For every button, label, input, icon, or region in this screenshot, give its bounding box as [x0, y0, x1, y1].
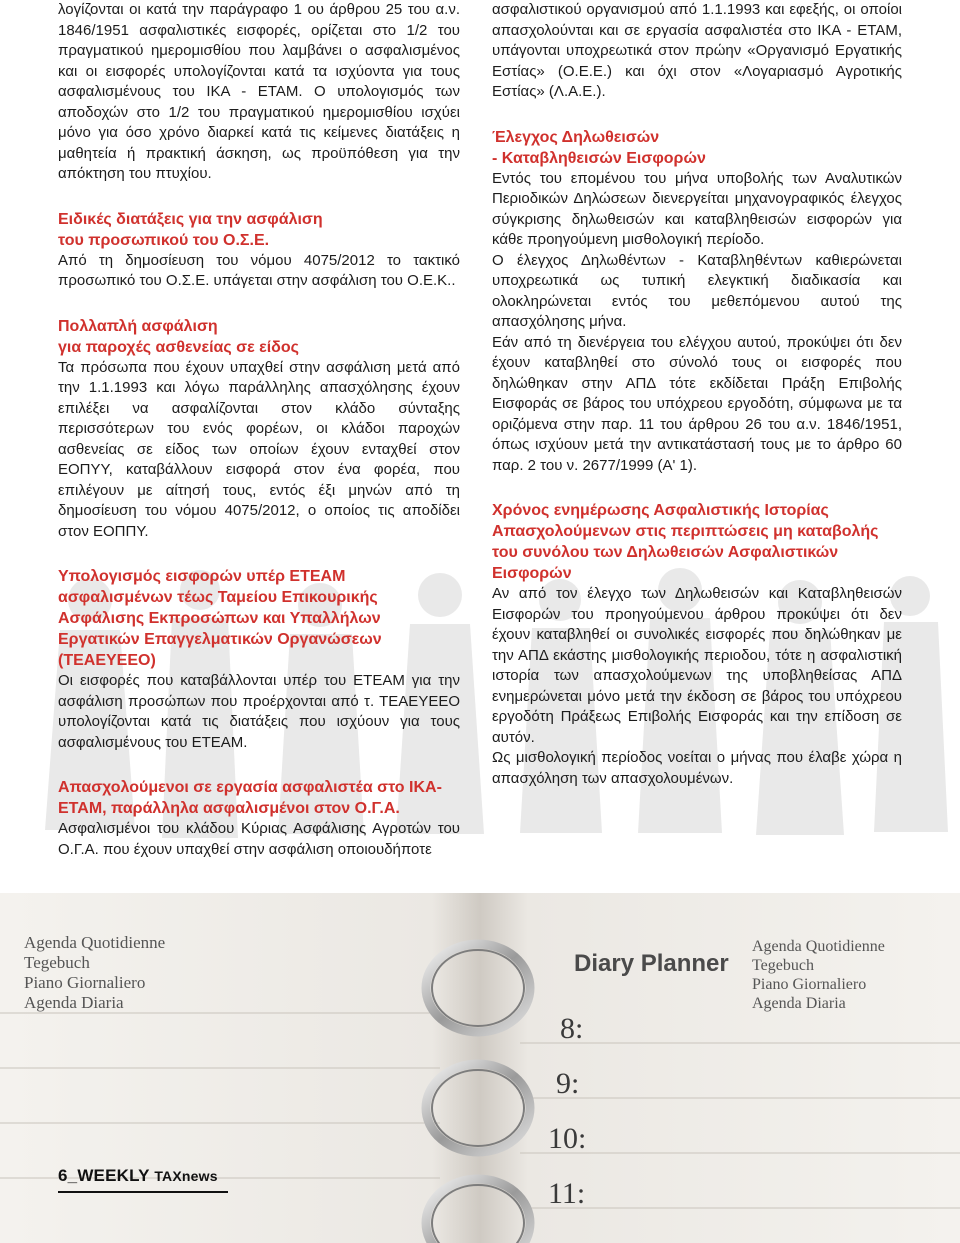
left-paragraph-4: Οι εισφορές που καταβάλλονται υπέρ του ΕΤΕΑΜ για την ασφάλιση προσώπων που προέρχονται από τ. ΤΕΑΕΥΕΕΟ υπολογίζονται κατά τις διατάξεις που ισχύουν για τους ασφαλισμένους του ΕΤΕΑΜ. [58, 672, 460, 751]
diary-right-label-2: Tegebuch [752, 957, 814, 974]
diary-time-11: 11: [548, 1177, 586, 1210]
diary-time-10: 10: [548, 1122, 587, 1155]
left-paragraph-2: Από τη δημοσίευση του νόμου 4075/2012 το τακτικό προσωπικό του Ο.Σ.Ε. υπάγεται στην ασφάλιση του Ο.Ε.Κ.. [58, 251, 460, 289]
diary-left-label-3: Piano Giornaliero [24, 973, 146, 992]
heading-declarations-check-line1: Έλεγχος Δηλωθεισών [492, 128, 660, 146]
right-paragraph-3: Ο έλεγχος Δηλωθέντων - Καταβληθέντων καθιερώνεται υποχρεωτικά ως τυπική ελεγκτική διαδικασία και ολοκληρώνεται εντός του μεθεπόμενου αυτού της απασχόλησης μήνα. [492, 251, 902, 330]
heading-declarations-check-line2: - Καταβληθεισών Εισφορών [492, 149, 706, 167]
heading-multiple-insurance-line2: για παροχές ασθενείας σε είδος [58, 338, 299, 356]
left-paragraph-5: Ασφαλισμένοι του κλάδου Κύριας Ασφάλισης Αγροτών του Ο.Γ.Α. που έχουν υπαχθεί στην ασφάλιση οποιουδήποτε [58, 820, 460, 858]
left-paragraph-1: λογίζονται οι κατά την παράγραφο 1 ου άρθρου 25 του α.ν. 1846/1951 ασφαλιστικές εισφορές, ορίζεται στο 1/2 του πραγματικού ημερομισθίου που λαμβάνει ο ασφαλισμένος και οι εισφορές υπολογίζονται κατά τα ισχύοντα για τους ασφαλισμένους του ΙΚΑ - ΕΤΑΜ. Ο υπολογισμός των αποδοχών στο 1/2 του πραγματικού ημερομισθίου ισχύει μόνο για όσο χρόνο διαρκεί κατά τις κείμενες διατάξεις η μαθητεία ή πρακτική άσκηση, ως προϋπόθεση για την απόκτηση του πτυχίου. [58, 1, 460, 182]
heading-ose-line1: Ειδικές διατάξεις για την ασφάλιση [58, 210, 323, 228]
right-paragraph-1: ασφαλιστικού οργανισμού από 1.1.1993 και εφεξής, οι οποίοι απασχολούνται και σε εργασία ασφαλιστέα στο ΙΚΑ - ΕΤΑΜ, υπάγονται υποχρεωτικά στον πρώην «Οργανισμό Εργατικής Εστίας» (Ο.Ε.Ε.) και όχι στον «Λογαριασμό Αγροτικής Εστίας» (Λ.Α.Ε.). [492, 1, 902, 100]
footer-underline [58, 1191, 228, 1193]
heading-multiple-insurance-line1: Πολλαπλή ασφάλιση [58, 317, 218, 335]
diary-time-9: 9: [556, 1067, 580, 1100]
diary-left-label-4: Agenda Diaria [24, 993, 124, 1012]
footer-brand [58, 1166, 218, 1186]
diary-title: Diary Planner [574, 950, 729, 977]
heading-eteam-contributions: Υπολογισμός εισφορών υπέρ ΕΤΕΑΜ ασφαλισμένων τέως Ταμείου Επικουρικής Ασφάλισης Εκπροσώπων και Υπαλλήλων Εργατικών Επαγγελματικών Οργανώσεων (ΤΕΑΕΥΕΕΟ) [58, 568, 382, 669]
diary-time-8: 8: [560, 1012, 584, 1045]
right-paragraph-5: Αν από τον έλεγχο των Δηλωθεισών και Καταβληθεισών Εισφορών του προηγούμενου άρθρου προκύψει ότι δεν έχουν καταβληθεί οι συνολικές εισφορές που δηλώθηκαν με την ΑΠΔ εκάστης μισθολογικής περιοδου, τότε η ασφαλιστική ιστορία των απασχολούμενων της υποβληθείσας ΑΠΔ ενημερώνεται μόνο μετά την έκδοση σε βάρος του υπόχρεου εργοδότη Πράξεως Επιβολής Εισφοράς και την επίδοση σε αυτόν. [492, 585, 902, 746]
right-paragraph-4: Εάν από τη διενέργεια του ελέγχου αυτού, προκύψει ότι δεν έχουν καταβληθεί στο σύνολό τους οι εισφορές που δηλώθηκαν στην ΑΠΔ τότε εκδίδεται Πράξη Επιβολής Εισφοράς σε βάρος του υπόχρεου εργοδότη, σύμφωνα με τα οριζόμενα στην παρ. 11 του άρθρου 26 του α.ν. 1846/1951, όπως ισχύουν μετά την αντικατάστασή τους με το άρθρο 60 παρ. 2 του ν. 2677/1999 (Α' 1). [492, 333, 902, 474]
diary-left-label-2: Tegebuch [24, 953, 90, 972]
heading-ose-line2: του προσωπικού του Ο.Σ.Ε. [58, 231, 270, 249]
right-column [492, 0, 902, 789]
heading-ika-oga: Απασχολούμενοι σε εργασία ασφαλιστέα στο ΙΚΑ-ΕΤΑΜ, παράλληλα ασφαλισμένοι στον Ο.Γ.Α. [58, 779, 442, 817]
diary-left-label-1: Agenda Quotidienne [24, 933, 166, 952]
page-number: 6_ [58, 1166, 78, 1185]
brand-taxnews: TAXnews [154, 1168, 218, 1184]
brand-weekly: WEEKLY [77, 1166, 150, 1185]
diary-right-label-4: Agenda Diaria [752, 995, 846, 1012]
diary-right-label-1: Agenda Quotidienne [752, 938, 885, 955]
right-paragraph-6: Ως μισθολογική περίοδος νοείται ο μήνας που έλαβε χώρα η απασχόληση των απασχολουμένων. [492, 749, 902, 787]
heading-insurance-history: Χρόνος ενημέρωσης Ασφαλιστικής Ιστορίας Απασχολούμενων στις περιπτώσεις μη καταβολής του συνόλου των Δηλωθεισών Ασφαλιστικών Εισφορών [492, 502, 879, 582]
left-column [58, 0, 460, 860]
right-paragraph-2: Εντός του επομένου του μήνα υποβολής των Αναλυτικών Περιοδικών Δηλώσεων διενεργείται μηχανογραφικός έλεγχος σύγκρισης δηλωθεισών και καταβληθεισών εισφορών για κάθε προηγούμενη μισθολογική περίοδο. [492, 169, 902, 248]
diary-right-label-3: Piano Giornaliero [752, 976, 867, 993]
left-paragraph-3: Τα πρόσωπα που έχουν υπαχθεί στην ασφάλιση μετά από την 1.1.1993 και λόγω παράλληλης απασχόλησης έχουν επιλέξει να ασφαλίζονται στον κλάδο σύνταξης περισσότερων του ενός φορέων, οι κλάδοι παροχών ασθενείας σε είδος των οποίων έχουν ενταχθεί στον ΕΟΠΥΥ, καταβάλλουν εισφορά στον ένα φορέα, που επιλέγουν με αίτησή τους, εντός έξι μηνών από τη δημοσίευση του νόμου 4075/2012, ο οποίος τις αποδίδει στον ΕΟΠΠΥ. [58, 358, 460, 540]
